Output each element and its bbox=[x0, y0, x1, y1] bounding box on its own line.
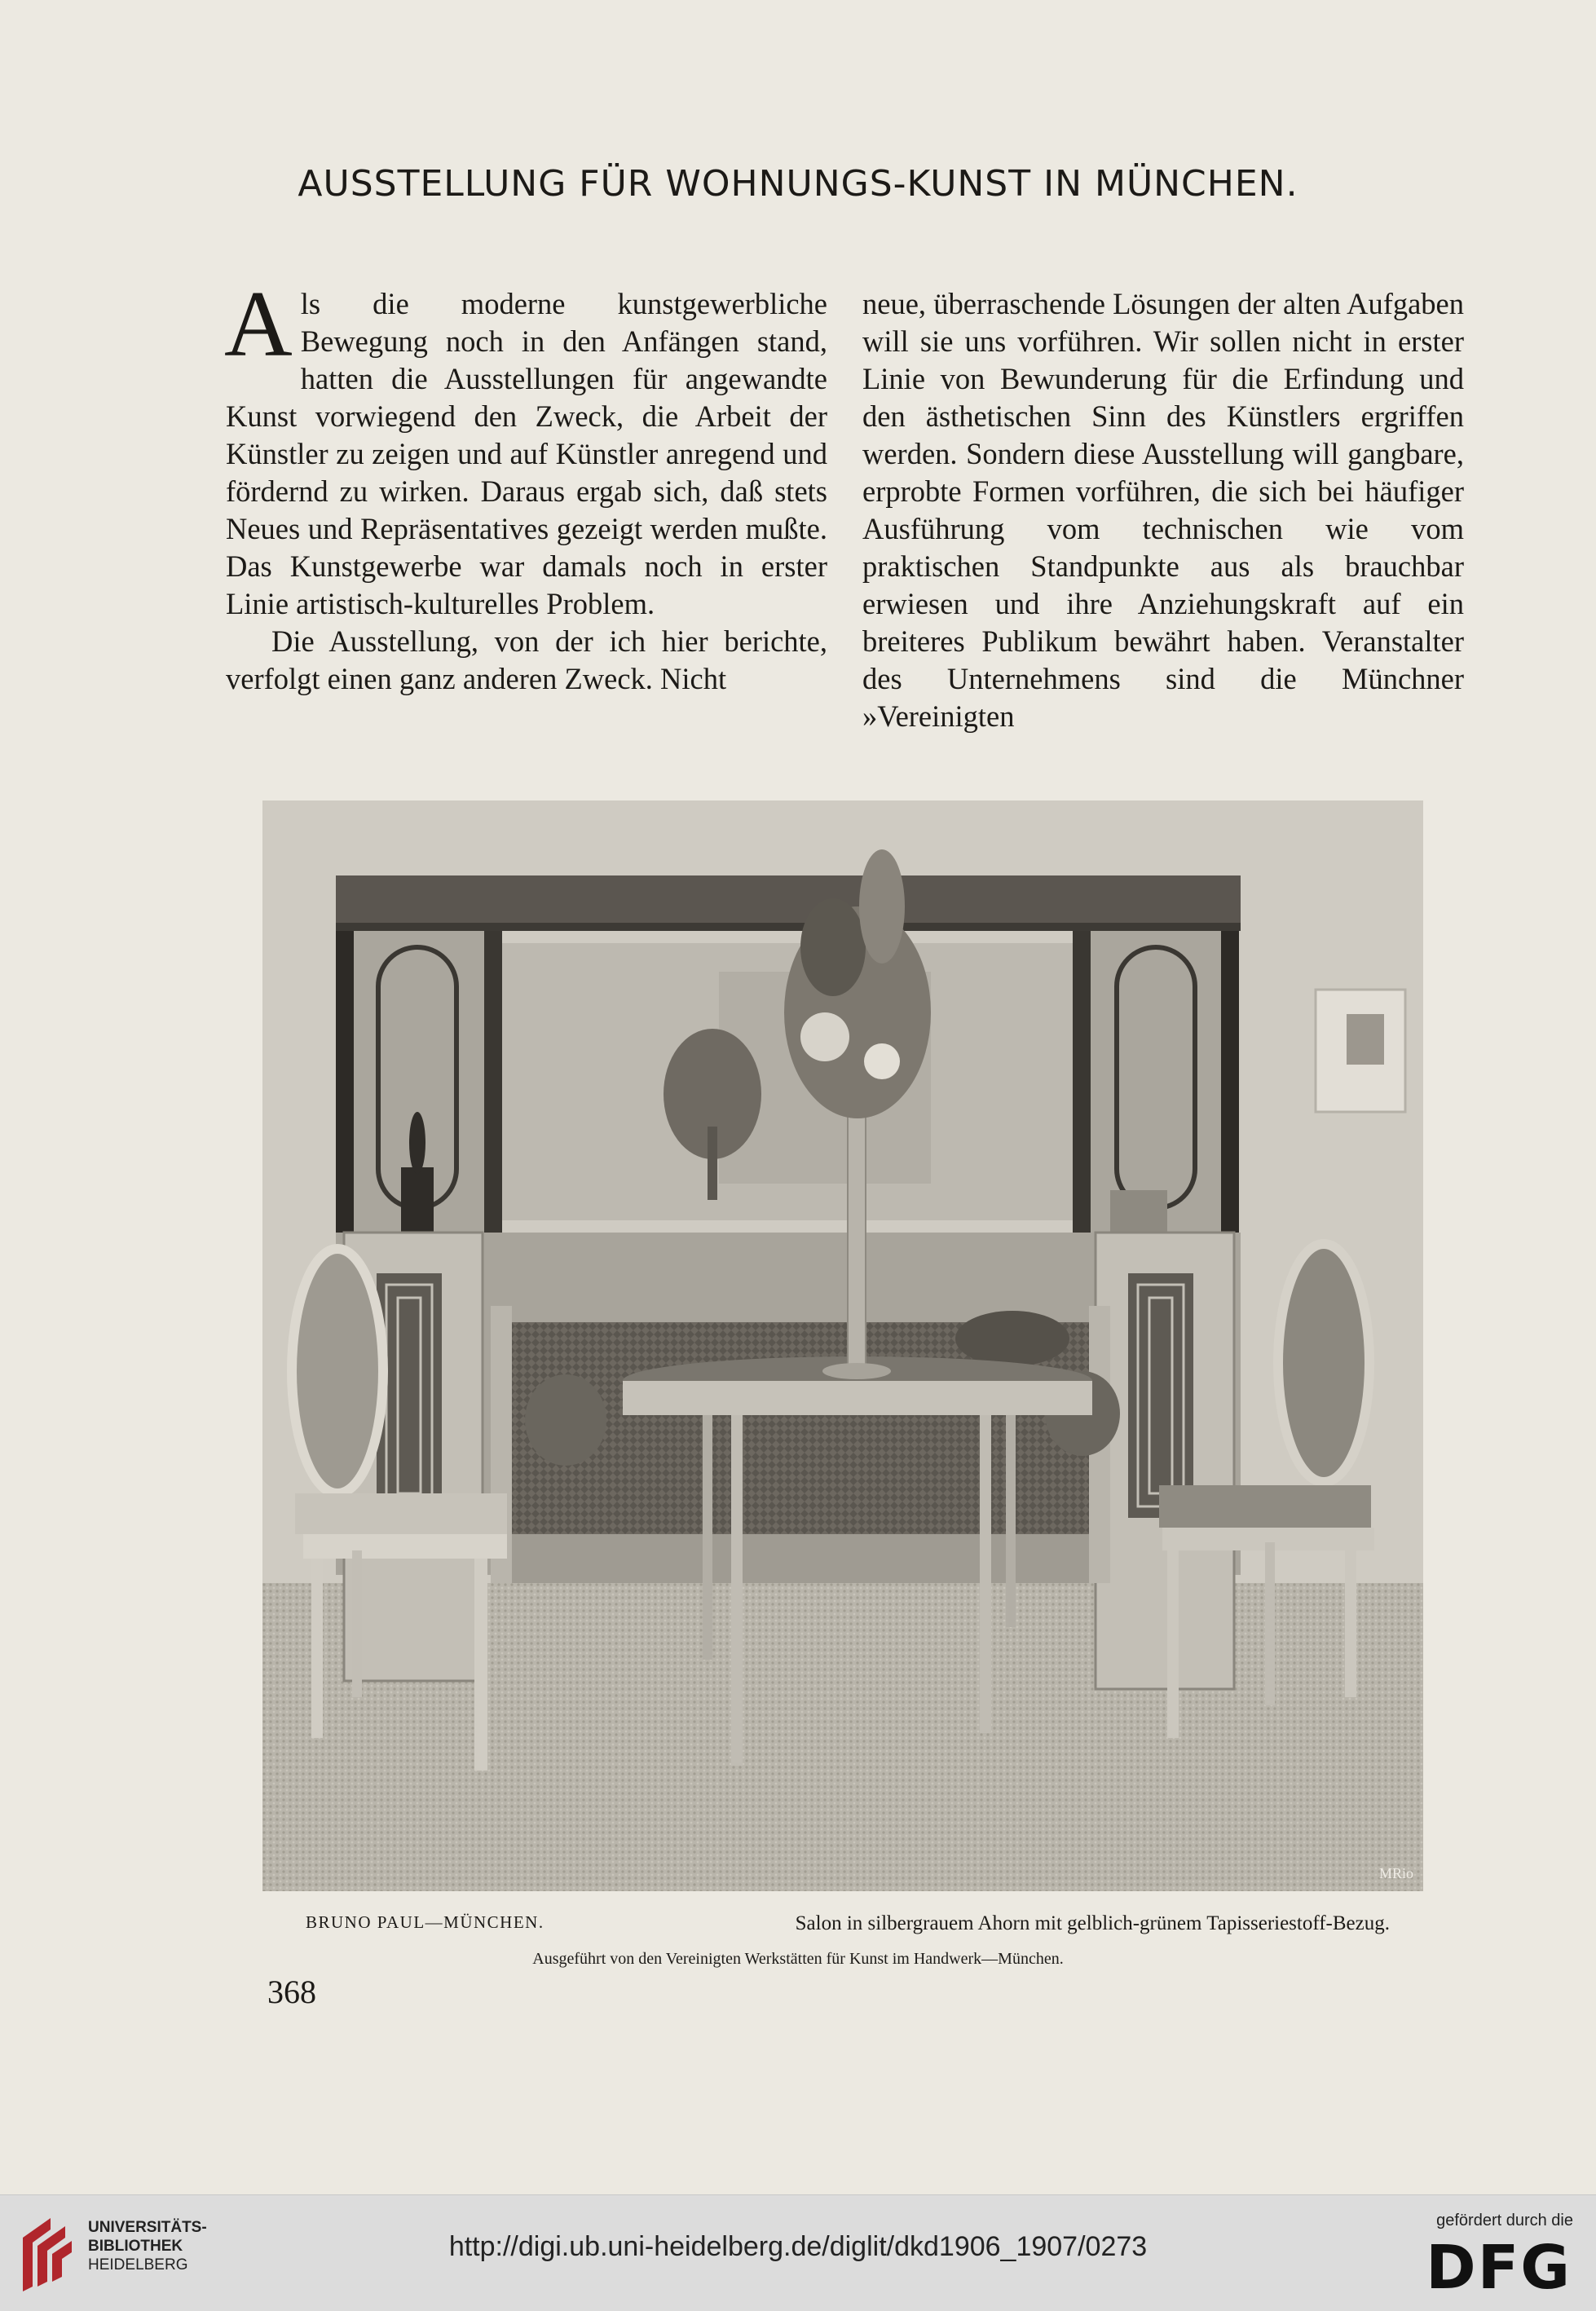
figure-subcaption: Ausgeführt von den Vereinigten Werkstätten für Kunst im Handwerk—München. bbox=[532, 1950, 1064, 1968]
text-column-left bbox=[224, 272, 827, 698]
page-number: 368 bbox=[267, 1974, 316, 2010]
salon-photo-illustration bbox=[262, 800, 1423, 1891]
figure-caption bbox=[306, 1912, 1390, 1937]
figure-credit: BRUNO PAUL—MÜNCHEN. bbox=[306, 1912, 544, 1932]
drop-cap: A bbox=[224, 272, 293, 377]
funding-label: gefördert durch die bbox=[1436, 2212, 1573, 2229]
article-title: AUSSTELLUNG FÜR WOHNUNGS-KUNST IN MÜNCHEN. bbox=[298, 163, 1298, 205]
library-line-3: HEIDELBERG bbox=[88, 2256, 188, 2274]
figure-description: Salon in silbergrauem Ahorn mit gelblich-grünem Tapisseriestoff-Bezug. bbox=[795, 1912, 1390, 1934]
paragraph-2: Die Ausstellung, von der ich hier berichte, verfolgt einen ganz anderen Zweck. Nicht bbox=[226, 624, 827, 695]
paragraph-3: neue, überraschende Lösungen der alten Aufgaben will sie uns vorführen. Wir sollen nicht in erster Linie von Bewunderung für die Erfindung und den ästhetischen Sinn des Künstlers ergriffen werden. Sondern diese Ausstellung will gangbare, erprobte Formen vorführen, die sich bei häufiger Ausführung vom technischen wie vom praktischen Standpunkte aus als brauchbar erwiesen und ihre Anziehungskraft auf ein breiteres Publikum bewährt haben. Veranstalter des Unternehmens sind die Münchner »Vereinigten bbox=[862, 287, 1464, 733]
permalink-url[interactable]: http://digi.ub.uni-heidelberg.de/diglit/dkd1906_1907/0273 bbox=[448, 2231, 1148, 2262]
library-line-1: UNIVERSITÄTS- bbox=[88, 2219, 207, 2236]
text-column-right bbox=[862, 285, 1464, 735]
library-line-2: BIBLIOTHEK bbox=[88, 2238, 183, 2255]
paragraph-1 bbox=[224, 272, 827, 623]
dfg-logo: DFG bbox=[1426, 2233, 1572, 2303]
paragraph-1-text: ls die moderne kunstgewerbliche Bewegung noch in den Anfängen stand, hatten die Ausstellungen für angewandte Kunst vorwiegend den Zweck, die Arbeit der Künstler zu zeigen und auf Künstler anregend und fördernd zu wirken. Daraus ergab sich, daß stets Neues und Repräsentatives gezeigt werden mußte. Das Kunstgewerbe war damals noch in erster Linie artistisch-kulturelles Problem. bbox=[226, 287, 827, 620]
viewer-footer bbox=[0, 2194, 1596, 2311]
salon-photograph bbox=[262, 800, 1423, 1891]
photo-monogram: MRio bbox=[1379, 1865, 1414, 1881]
